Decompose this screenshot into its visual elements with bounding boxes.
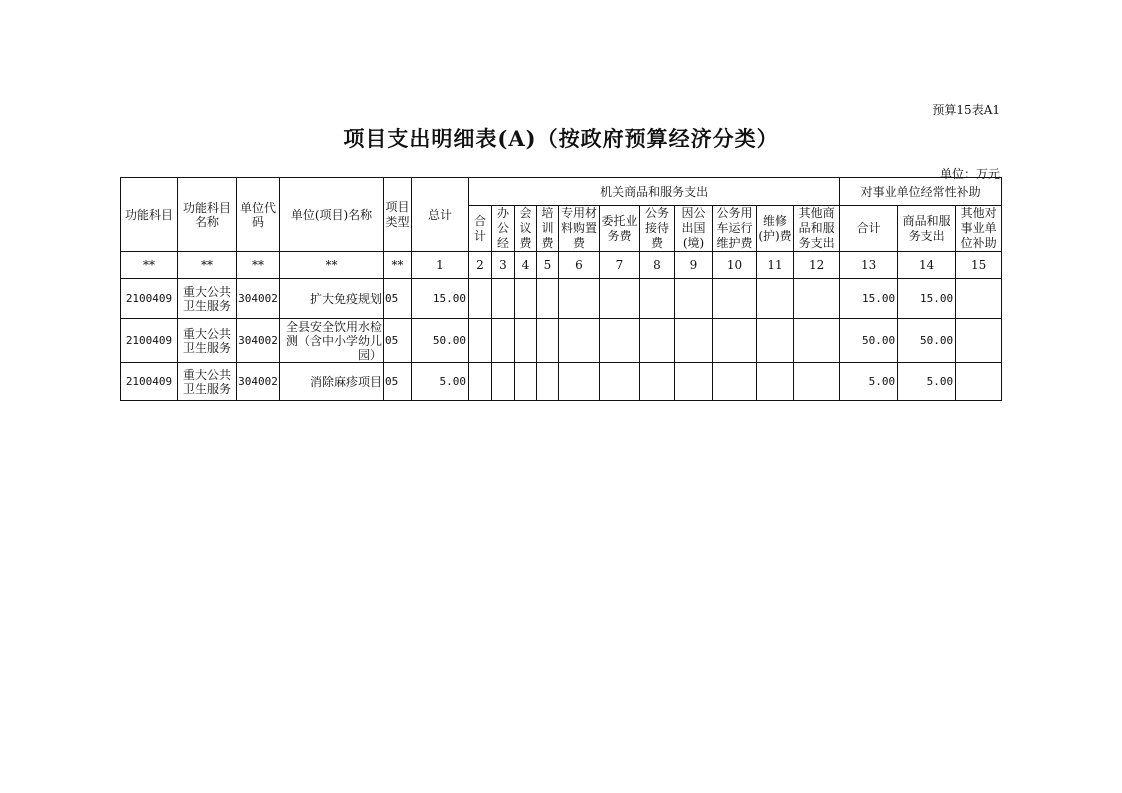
empty-cell (757, 279, 794, 319)
index-cell: ** (280, 252, 384, 279)
total-cell: 5.00 (412, 363, 469, 401)
func-code-cell: 2100409 (121, 279, 178, 319)
unit-label: 单位：万元 (939, 167, 1000, 181)
header-func-code: 功能科目 (121, 178, 178, 252)
header-group-goods-services: 机关商品和服务支出 (469, 178, 840, 206)
expenditure-table (120, 177, 1002, 401)
empty-cell (492, 279, 515, 319)
header-unit-code: 单位代码 (237, 178, 280, 252)
unit-code-cell: 304002 (237, 319, 280, 363)
empty-cell (757, 363, 794, 401)
empty-cell (600, 279, 640, 319)
table-row (121, 279, 1002, 319)
func-code-cell: 2100409 (121, 363, 178, 401)
header-c13: 合计 (840, 206, 898, 252)
index-cell: 8 (640, 252, 675, 279)
project-type-cell: 05 (384, 319, 412, 363)
empty-cell (794, 319, 840, 363)
subsidy-goods-cell: 15.00 (898, 279, 956, 319)
empty-cell (515, 363, 537, 401)
empty-cell (675, 319, 713, 363)
project-name-cell: 扩大免疫规划 (280, 279, 384, 319)
empty-cell (794, 363, 840, 401)
header-c14: 商品和服务支出 (898, 206, 956, 252)
empty-cell (757, 319, 794, 363)
header-project-type: 项目类型 (384, 178, 412, 252)
func-code-cell: 2100409 (121, 319, 178, 363)
index-cell: 5 (537, 252, 559, 279)
empty-cell (713, 363, 757, 401)
project-name-cell: 消除麻疹项目 (280, 363, 384, 401)
header-c3: 办公经 (492, 206, 515, 252)
index-cell: 15 (956, 252, 1002, 279)
index-cell: 10 (713, 252, 757, 279)
empty-cell (559, 279, 600, 319)
empty-cell (600, 363, 640, 401)
index-cell: ** (121, 252, 178, 279)
empty-cell (713, 279, 757, 319)
empty-cell (956, 363, 1002, 401)
empty-cell (675, 279, 713, 319)
header-c15: 其他对事业单位补助 (956, 206, 1002, 252)
index-cell: 9 (675, 252, 713, 279)
index-cell: 14 (898, 252, 956, 279)
empty-cell (640, 363, 675, 401)
header-c6: 专用材料购置费 (559, 206, 600, 252)
index-row (121, 252, 1002, 279)
table-row (121, 319, 1002, 363)
empty-cell (956, 279, 1002, 319)
page-title: 项目支出明细表(A)（按政府预算经济分类） (343, 126, 779, 151)
empty-cell (640, 279, 675, 319)
empty-cell (469, 363, 492, 401)
form-number: 预算15表A1 (932, 103, 1000, 117)
empty-cell (515, 319, 537, 363)
index-cell: 11 (757, 252, 794, 279)
subsidy-goods-cell: 5.00 (898, 363, 956, 401)
empty-cell (600, 319, 640, 363)
unit-code-cell: 304002 (237, 363, 280, 401)
header-c4: 会议费 (515, 206, 537, 252)
index-cell: 3 (492, 252, 515, 279)
header-total: 总计 (412, 178, 469, 252)
empty-cell (559, 363, 600, 401)
empty-cell (537, 319, 559, 363)
subsidy-total-cell: 50.00 (840, 319, 898, 363)
empty-cell (537, 363, 559, 401)
empty-cell (956, 319, 1002, 363)
header-row-1 (121, 178, 1002, 206)
empty-cell (469, 319, 492, 363)
empty-cell (537, 279, 559, 319)
func-name-cell: 重大公共卫生服务 (178, 279, 237, 319)
header-c7: 委托业务费 (600, 206, 640, 252)
header-c10: 公务用车运行维护费 (713, 206, 757, 252)
total-cell: 15.00 (412, 279, 469, 319)
index-cell: 1 (412, 252, 469, 279)
header-c9: 因公出国(境) (675, 206, 713, 252)
empty-cell (713, 319, 757, 363)
index-cell: 4 (515, 252, 537, 279)
empty-cell (492, 319, 515, 363)
header-c8: 公务接待费 (640, 206, 675, 252)
total-cell: 50.00 (412, 319, 469, 363)
header-group-subsidy: 对事业单位经常性补助 (840, 178, 1002, 206)
header-c12: 其他商品和服务支出 (794, 206, 840, 252)
index-cell: 13 (840, 252, 898, 279)
empty-cell (492, 363, 515, 401)
header-c2: 合计 (469, 206, 492, 252)
empty-cell (515, 279, 537, 319)
index-cell: 7 (600, 252, 640, 279)
project-type-cell: 05 (384, 363, 412, 401)
subsidy-goods-cell: 50.00 (898, 319, 956, 363)
header-unit-project-name: 单位(项目)名称 (280, 178, 384, 252)
unit-code-cell: 304002 (237, 279, 280, 319)
index-cell: 12 (794, 252, 840, 279)
project-name-cell: 全县安全饮用水检测（含中小学幼儿园） (280, 319, 384, 363)
empty-cell (559, 319, 600, 363)
subsidy-total-cell: 5.00 (840, 363, 898, 401)
header-c11: 维修(护)费 (757, 206, 794, 252)
table-row (121, 363, 1002, 401)
func-name-cell: 重大公共卫生服务 (178, 319, 237, 363)
header-c5: 培训费 (537, 206, 559, 252)
index-cell: ** (178, 252, 237, 279)
empty-cell (469, 279, 492, 319)
header-func-name: 功能科目名称 (178, 178, 237, 252)
empty-cell (794, 279, 840, 319)
index-cell: 2 (469, 252, 492, 279)
index-cell: ** (237, 252, 280, 279)
index-cell: ** (384, 252, 412, 279)
empty-cell (675, 363, 713, 401)
subsidy-total-cell: 15.00 (840, 279, 898, 319)
func-name-cell: 重大公共卫生服务 (178, 363, 237, 401)
empty-cell (640, 319, 675, 363)
project-type-cell: 05 (384, 279, 412, 319)
index-cell: 6 (559, 252, 600, 279)
